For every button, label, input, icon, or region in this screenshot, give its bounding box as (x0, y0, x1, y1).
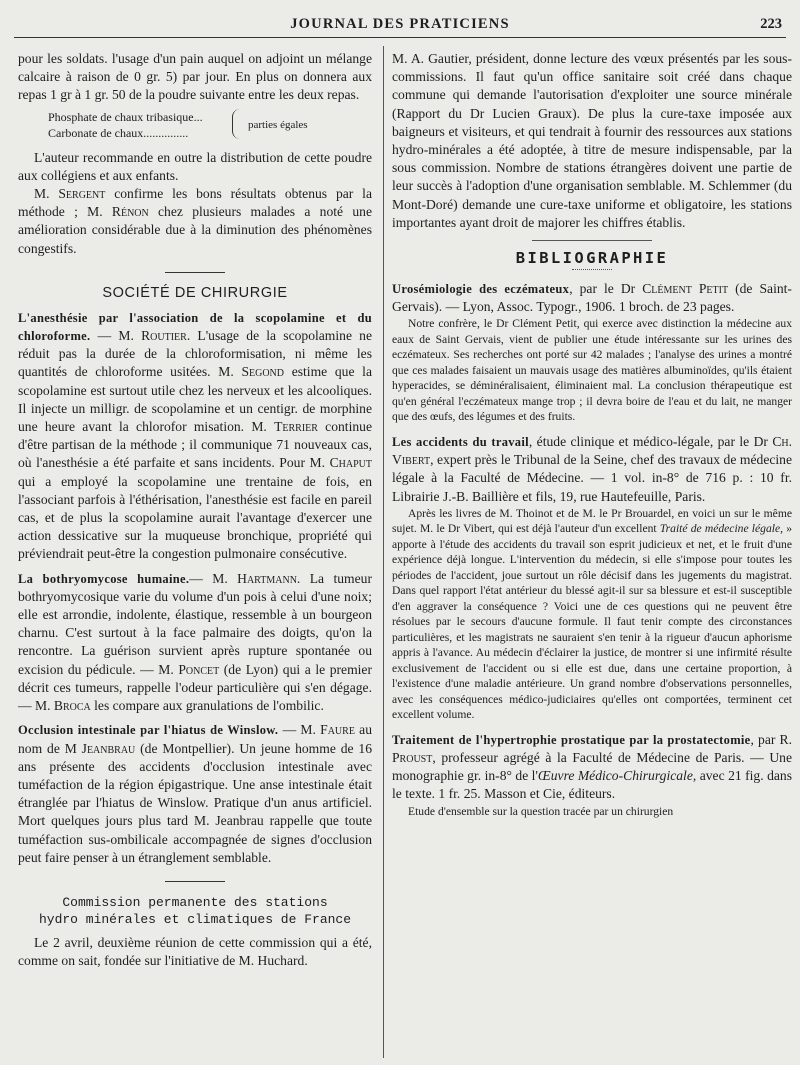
bibliographie-title: BIBLIOGRAPHIE (515, 249, 669, 268)
right-column (392, 50, 792, 819)
biblio-review-prostatectomie: Etude d'ensemble sur la question tracée par un chirurgien (408, 804, 674, 818)
section-title-chirurgie: SOCIÉTÉ DE CHIRURGIE (102, 284, 288, 301)
paragraph-soldats: pour les soldats. l'usage d'un pain auquel on adjoint un mélange calcaire à raison de 0 gr. 5) par jour. En plus on donnera aux repas 1 gr à 1 gr. 50 de la poudre suivante entre les deux repas. (18, 51, 372, 103)
page-header (14, 10, 786, 38)
formula-block (48, 109, 372, 143)
paragraph-recommande: L'auteur recommande en outre la distribution de cette poudre aux collégiens et aux enfants. (18, 149, 372, 183)
paragraph-gautier: M. A. Gautier, président, donne lecture des vœux présentés par les sous-commissions. Il faut qu'un office sanitaire soit créé dans chaque commune qui demande l'autorisation d'exploiter une source minérale (Rapport du Dr Lucien Graux). De plus la cure-taxe imposée aux baigneurs et visiteurs, et qui tendrait à fournir des ressources aux stations hydro-minérales a été adoptée, à titre de mesure indispensable, par la sous commission. Nombre de stations étrangères doivent une partie de leur succès à l'adoption d'une organisation semblable. M. Schlemmer (du Mont-Doré) demande une cure-taxe uniforme et obligatoire, les stations importantes ayant droit de majorer les chiffres établis. (392, 51, 792, 230)
left-column (18, 50, 372, 970)
page-number: 223 (760, 16, 782, 32)
section-separator (532, 240, 652, 241)
biblio-review-urosemiologie: Notre confrère, le Dr Clément Petit, qui exerce avec distinction la médecine aux eaux de Saint Gervais, vient de publier une étude intéressante sur les urines des eczémateux. Ses recherches ont porté sur 42 malades ; l'analyse des urines a montré que ces malades faisaient un mauvais usage des matières albuminoïdes, qu'ils étaient hyperacides, se déminéralisaient, éliminaient mal. La conclusion thérapeutique est qu'en général l'eczémateux mange trop ; il devra boire de l'eau et du lait, ne manger que des œufs, des légumes et des fruits. (392, 317, 792, 424)
paragraph-occlusion: Occlusion intestinale par l'hiatus de Winslow. — M. Faure au nom de M Jeanbrau (de Montpellier). Un jeune homme de 16 ans présente des accidents d'occlusion intestinale avec tuméfaction de la région épigastrique. Une anse intestinale était étranglée par l'hiatus de Winslow. Pratique d'un anus artificiel. Mort quelques jours plus tard M. Jeanbrau rappelle que toute tuméfaction sus-ombilicale accompagnée de signes d'occlusion peut faire penser à un étranglement semblable. (18, 722, 372, 865)
title-ornament (572, 269, 612, 270)
commission-title (18, 894, 372, 928)
formula-line-2: Carbonate de chaux............... (48, 125, 189, 140)
heading-bothryomycose: La bothryomycose humaine. (18, 571, 190, 586)
formula-equal-parts: parties égales (248, 118, 308, 131)
section-separator (165, 272, 225, 273)
journal-title: JOURNAL DES PRATICIENS (290, 16, 510, 32)
section-separator (165, 881, 225, 882)
biblio-review-accidents: Après les livres de M. Thoinot et de M. le Pr Brouardel, en voici un sur le même sujet. M. le Dr Vibert, qui est déjà l'auteur d'un excellent Traité de médecine légale, » apporte à l'étude des accidents du travail son esprit judicieux et net, et le fruit d'une expérience déjà longue. L'intervention du médecin, si elle s'impose pour toutes les périodes de l'accident, joue surtout un rôle décisif dans les jugements du magistrat. Dans quel rapport l'état antérieur du blessé agit-il sur sa blessure et est-il susceptible d'en aggraver la conséquence ? Voici une de ces questions qui ne peuvent être résolues par le secours d'aucune formule. Il faut tenir compte des circonstances particulières, et les magistrats ne sauraient s'en tenir à la rigueur d'aucun aphorisme appris à l'avance. Au médecin d'éclairer la justice, de montrer si une infirmité résulte exclusivement de l'accident ou si elle est due, dans une certaine proportion, à l'existence d'une maladie antérieure. Un grand nombre d'observations personnelles, avec les conséquences médico-judiciaires qu'elles ont comportées, terminent cet excellent volume. (392, 506, 793, 722)
heading-anesthesie: L'anesthésie par l'association de la scopolamine et du chloroforme. (18, 310, 372, 344)
biblio-entry-accidents: Les accidents du travail, étude clinique et médico-légale, par le Dr Ch. Vibert, expert près le Tribunal de la Seine, chef des travaux de médecine légale à la Faculté de Médecine. — 1 vol. in-8° de 716 p. : 10 fr. Librairie J.-B. Baillière et fils, 19, rue Hautefeuille, Paris. (392, 433, 792, 504)
paragraph-anesthesie: L'anesthésie par l'association de la scopolamine et du chloroforme. — M. Routier. L'usage de la scopolamine ne réduit pas la durée de la chloroformisation, ni même les quantités de chloroforme usitées. M. Segond estime que la scopolamine est surtout utile chez les nerveux et les alcooliques. Il injecte un milligr. de scopolamine et un centigr. de morphine une heure avant la chlorofor misation. M. Terrier continue d'être partisan de la méthode ; il communique 71 nouveaux cas, où l'anesthésie a été parfaite et sans incidents. Pour M. Chaput qui a employé la scopolamine une trentaine de fois, en l'associant parfois à l'éthérisation, l'anesthésie est facile en pareil cas, et de plus la scopolamine aurait l'avantage d'exercer une action dessicative sur la muqueuse bronchique, propriété qui préviendrait peut-être la congestion pulmonaire consécutive. (18, 310, 372, 562)
heading-occlusion: Occlusion intestinale par l'hiatus de Winslow. (18, 723, 279, 738)
paragraph-commission: Le 2 avril, deuxième réunion de cette commission qui a été, comme on sait, fondée sur l'initiative de M. Huchard. (18, 934, 372, 969)
biblio-entry-prostatectomie: Traitement de l'hypertrophie prostatique par la prostatectomie, par R. Proust, professeur agrégé à la Faculté de Médecine de Paris. — Une monographie gr. in-8° de l'Œuvre Médico-Chirurgicale, avec 21 fig. dans le texte. 1 fr. 25. Masson et Cie, éditeurs. (392, 731, 792, 802)
commission-title-line-2: hydro minérales et climatiques de France (38, 911, 352, 927)
paragraph-bothryomycose: La bothryomycose humaine.— M. Hartmann. La tumeur bothryomycosique varie du volume d'un pois à celui d'une noix; elle est arrondie, indolente, élastique, ressemble à un bourgeon charnu. C'est surtout à la face palmaire des doigts, qu'on la rencontre. La guérison survient après rupture spontanée ou excision du pédicule. — M. Poncet (de Lyon) qui a le premier décrit ces tumeurs, rappelle l'odeur particulière qui s'en dégage. — M. Broca les compare aux granulations de l'ombilic. (18, 570, 372, 714)
paragraph-sergent: M. Sergent confirme les bons résultats obtenus par la méthode ; M. Rénon chez plusieurs malades a noté une amélioration considérable due à la diminution des phénomènes congestifs. (18, 186, 372, 256)
commission-title-line-1: Commission permanente des stations (62, 894, 328, 910)
column-divider (383, 46, 384, 1058)
header-rule (14, 37, 786, 38)
biblio-entry-urosemiologie: Urosémiologie des eczémateux, par le Dr Clément Petit (de Saint-Gervais). — Lyon, Assoc. Typogr., 1906. 1 broch. de 23 pages. (392, 281, 792, 315)
brace-icon (232, 109, 241, 139)
formula-line-1: Phosphate de chaux tribasique... (48, 109, 203, 124)
